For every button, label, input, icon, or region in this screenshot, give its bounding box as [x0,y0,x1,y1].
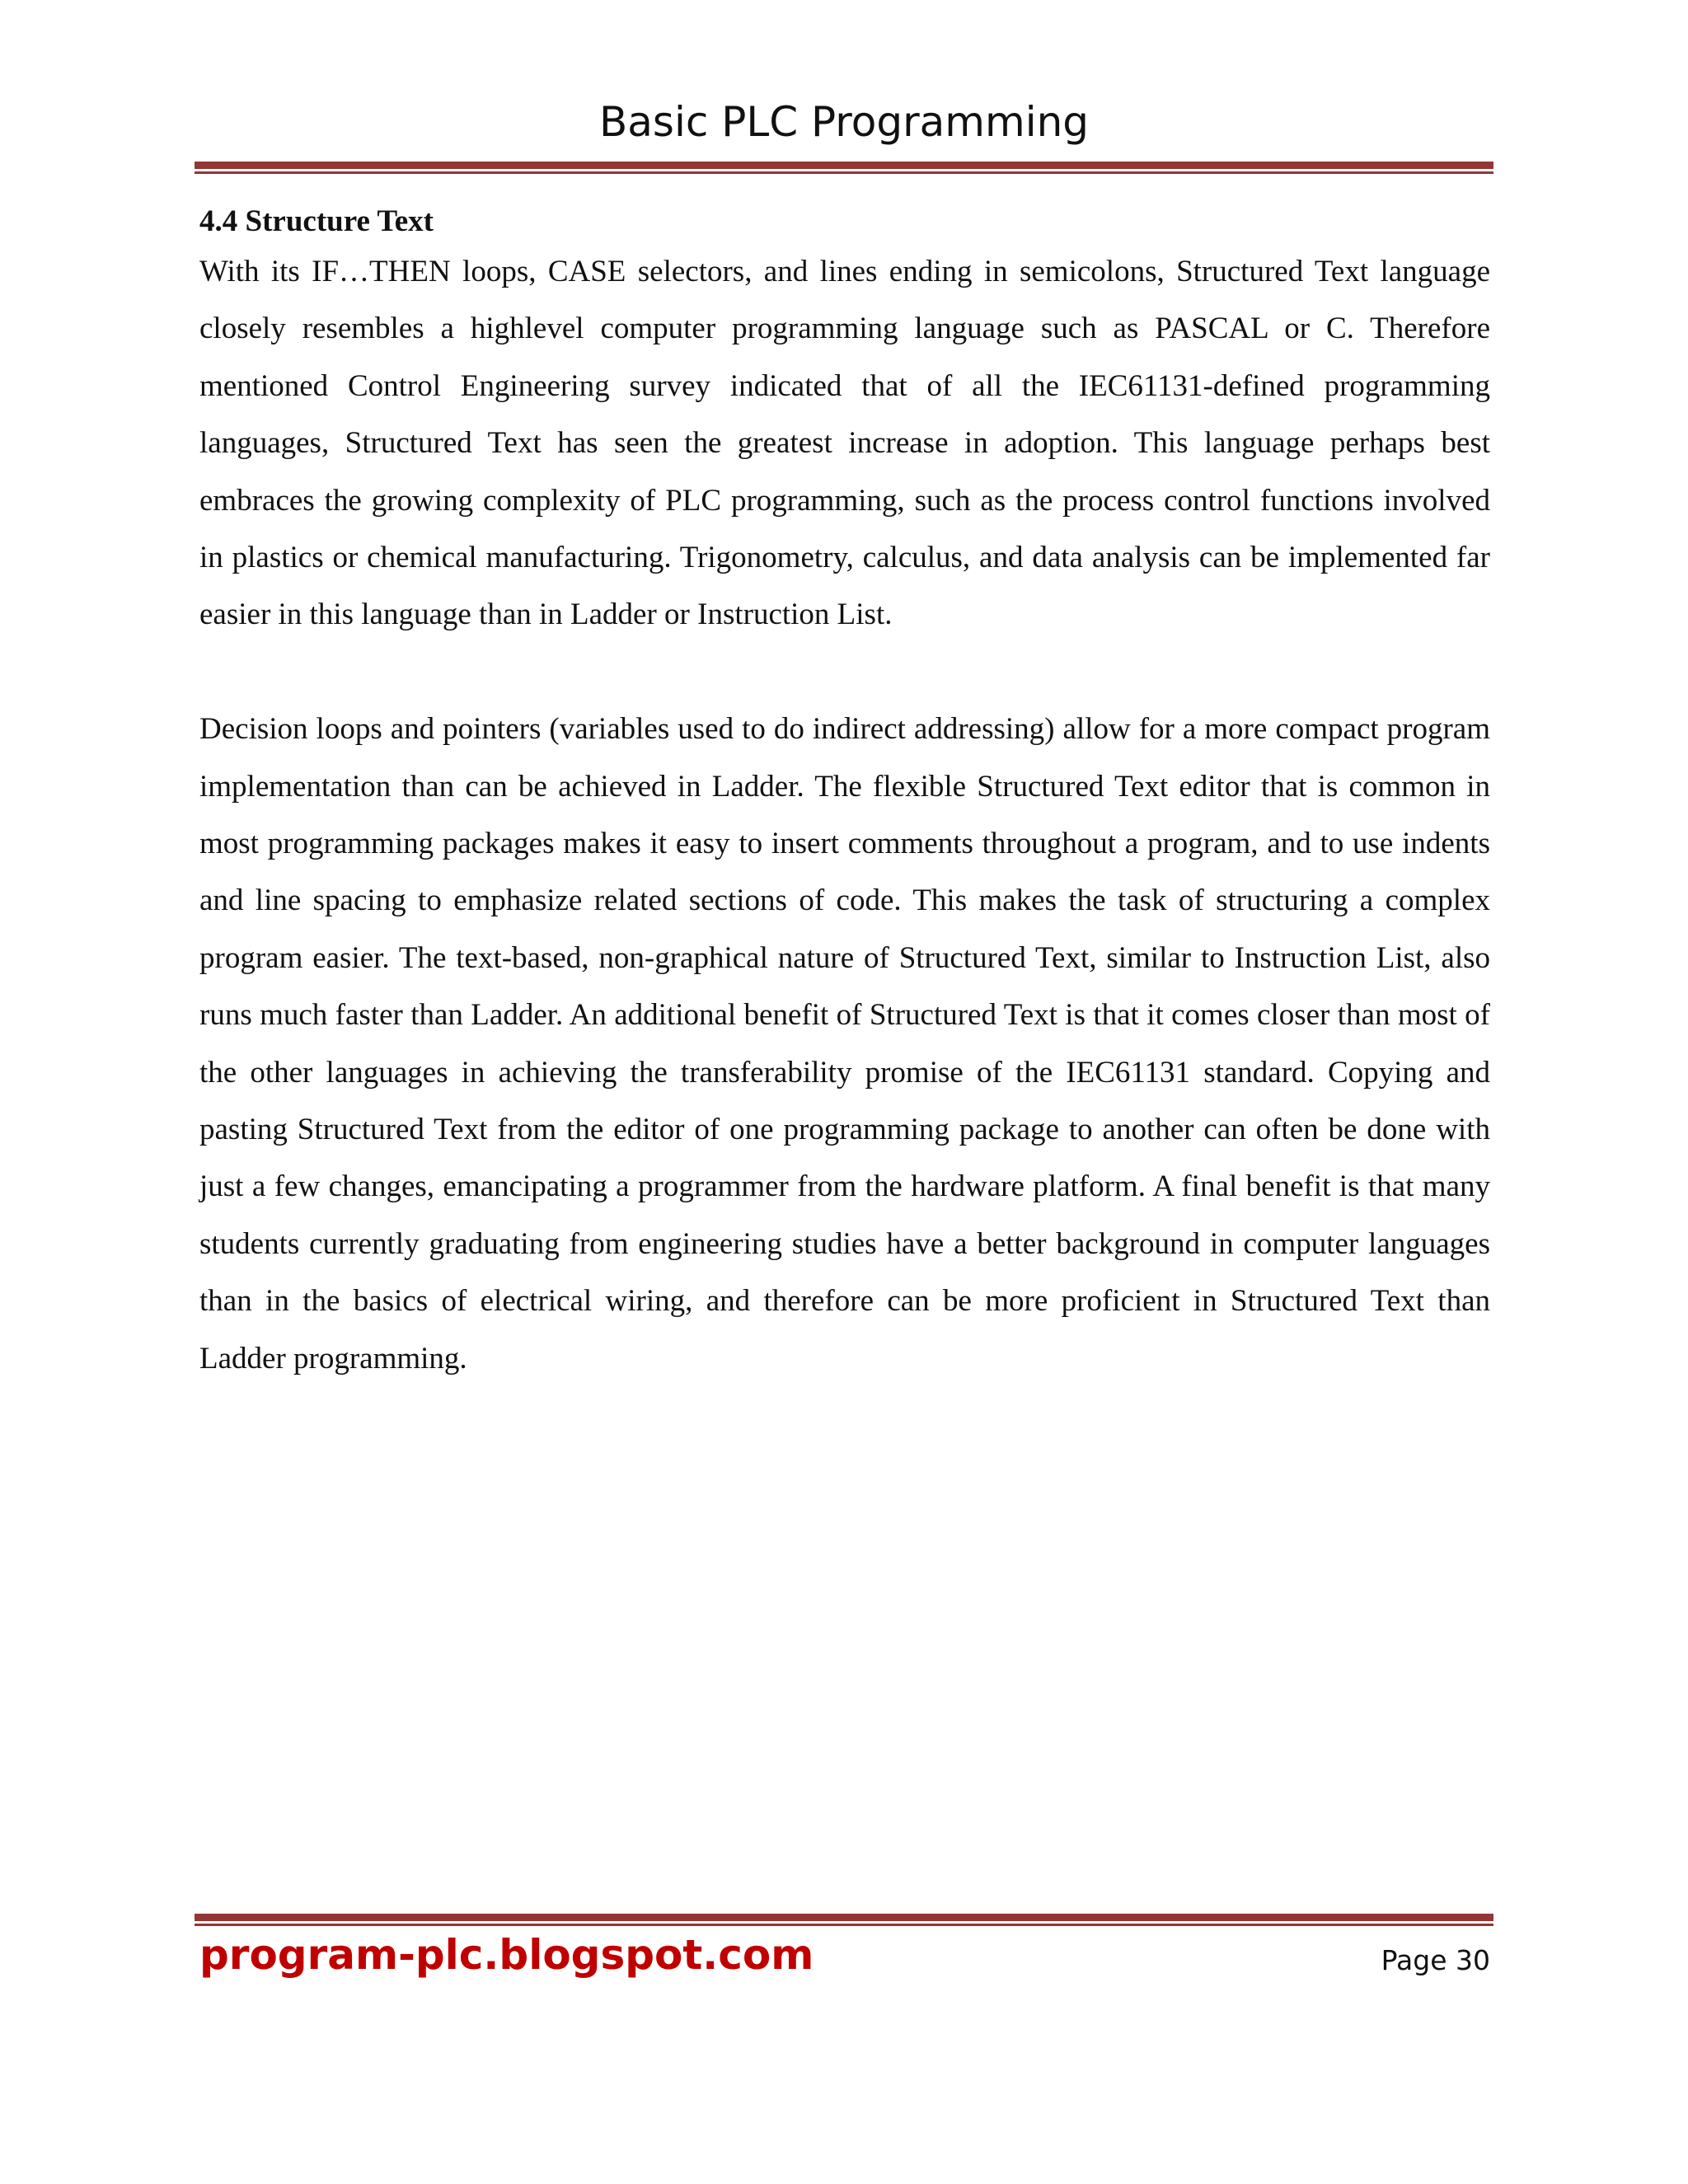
body-paragraph-2: Decision loops and pointers (variables used to do indirect addressing) allow for a more compact program implementation than can be achieved in Ladder. The flexible Structured Text editor that is common in most programming packages makes it easy to insert comments throughout a program, and to use indents and line spacing to emphasize related sections of code. This makes the task of structuring a complex program easier. The text-based, non-graphical nature of Structured Text, similar to Instruction List, also runs much faster than Ladder. An additional benefit of Structured Text is that it comes closer than most of the other languages in achieving the transferability promise of the IEC61131 standard. Copying and pasting Structured Text from the editor of one programming package to another can often be done with just a few changes, emancipating a programmer from the hardware platform. A final benefit is that many students currently graduating from engineering studies have a better background in computer languages than in the basics of electrical wiring, and therefore can be more proficient in Structured Text than Ladder programming. [199,712,1490,1376]
page-number: Page 30 [1381,1944,1490,1976]
page-content [199,200,1490,1387]
footer-site-name: program-plc.blogspot.com [199,1931,814,1979]
header-divider [195,162,1493,174]
running-header-title: Basic PLC Programming [598,98,1090,146]
footer-divider [195,1914,1493,1926]
section-heading: 4.4 Structure Text [199,204,434,238]
body-paragraph-1: With its IF…THEN loops, CASE selectors, and lines ending in semicolons, Structured Text language closely resembles a highlevel computer programming language such as PASCAL or C. Therefore mentioned Control Engineering survey indicated that of all the IEC61131-defined programming languages, Structured Text has seen the greatest increase in adoption. This language perhaps best embraces the growing complexity of PLC programming, such as the process control functions involved in plastics or chemical manufacturing. Trigonometry, calculus, and data analysis can be implemented far easier in this language than in Ladder or Instruction List. [199,255,1490,632]
